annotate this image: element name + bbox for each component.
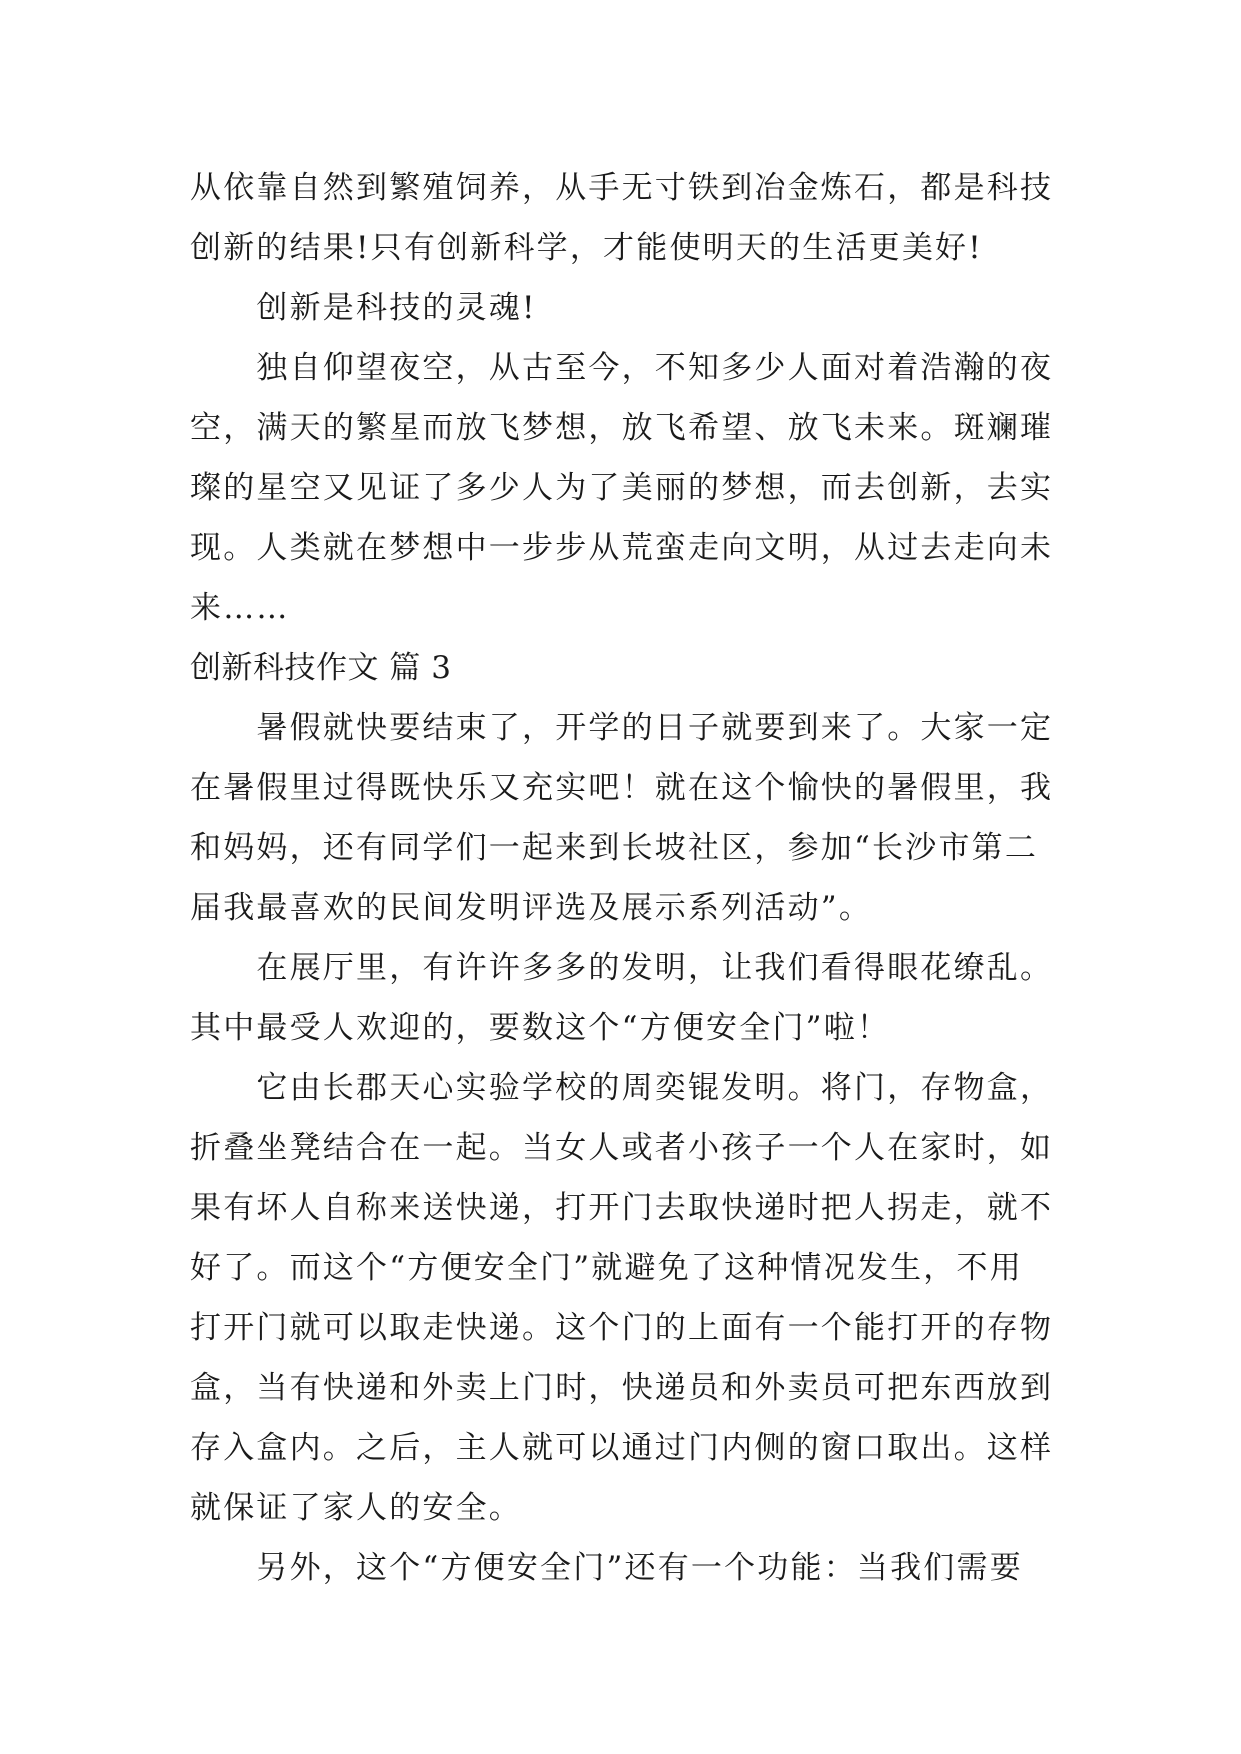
paragraph-line: 存入盒内。之后，主人就可以通过门内侧的窗口取出。这样	[190, 1430, 1054, 1466]
paragraph-line: 打开门就可以取走快递。这个门的上面有一个能打开的存物	[190, 1310, 1054, 1346]
paragraph-line: 和妈妈，还有同学们一起来到长坡社区，参加“长沙市第二	[190, 830, 1039, 866]
paragraph-line: 从依靠自然到繁殖饲养，从手无寸铁到冶金炼石，都是科技	[190, 170, 1054, 206]
paragraph-line: 空，满天的繁星而放飞梦想，放飞希望、放飞未来。斑斓璀	[190, 410, 1054, 446]
paragraph-line: 好了。而这个“方便安全门”就避免了这种情况发生，不用	[190, 1250, 1023, 1286]
paragraph-line: 果有坏人自称来送快递，打开门去取快递时把人拐走，就不	[190, 1190, 1054, 1226]
paragraph-line: 盒，当有快递和外卖上门时，快递员和外卖员可把东西放到	[190, 1370, 1054, 1406]
paragraph-line: 折叠坐凳结合在一起。当女人或者小孩子一个人在家时，如	[190, 1130, 1054, 1166]
paragraph-line: 独自仰望夜空，从古至今，不知多少人面对着浩瀚的夜	[190, 350, 1054, 386]
paragraph-line: 其中最受人欢迎的，要数这个“方便安全门”啦！	[190, 1010, 891, 1046]
paragraph-line: 在展厅里，有许许多多的发明，让我们看得眼花缭乱。	[190, 950, 1054, 986]
paragraph-line: 璨的星空又见证了多少人为了美丽的梦想，而去创新，去实	[190, 470, 1054, 506]
paragraph-line: 另外，这个“方便安全门”还有一个功能：当我们需要	[190, 1550, 1023, 1586]
paragraph-line: 在暑假里过得既快乐又充实吧！就在这个愉快的暑假里，我	[190, 770, 1054, 806]
paragraph-line: 就保证了家人的安全。	[190, 1490, 522, 1526]
paragraph-line: 来……	[190, 590, 290, 626]
paragraph-line: 它由长郡天心实验学校的周奕锟发明。将门，存物盒，	[190, 1070, 1054, 1106]
paragraph-line: 届我最喜欢的民间发明评选及展示系列活动”。	[190, 890, 873, 926]
paragraph-line: 现。人类就在梦想中一步步从荒蛮走向文明，从过去走向未	[190, 530, 1054, 566]
section-heading: 创新科技作文 篇 3	[190, 650, 452, 686]
paragraph-line: 暑假就快要结束了，开学的日子就要到来了。大家一定	[190, 710, 1054, 746]
paragraph-line: 创新是科技的灵魂!	[190, 290, 537, 326]
paragraph-line: 创新的结果!只有创新科学，才能使明天的生活更美好!	[190, 230, 983, 266]
